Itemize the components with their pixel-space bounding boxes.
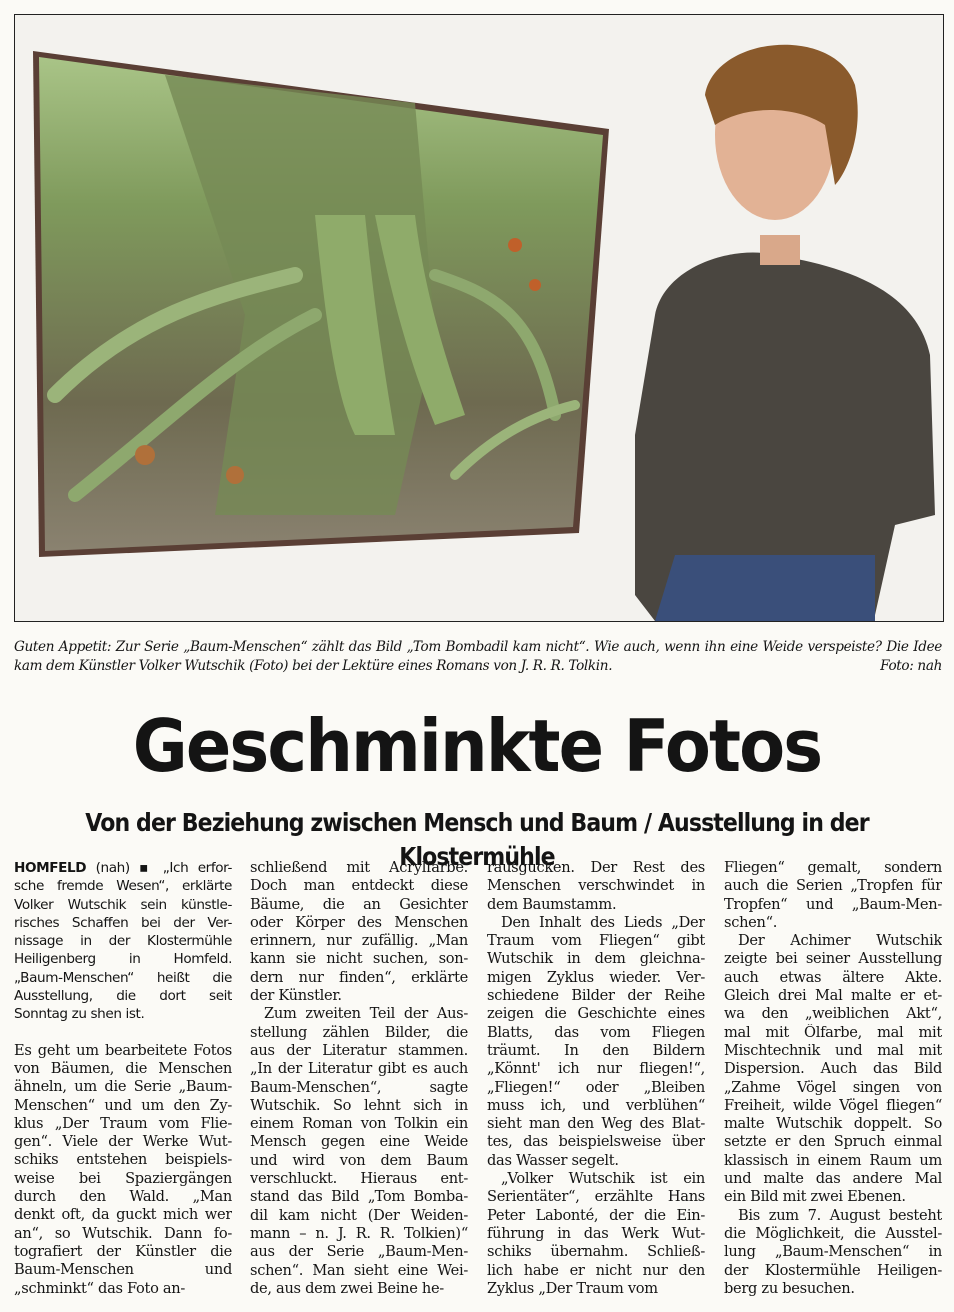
text-line: schiks entstehen beispiels- (14, 1151, 232, 1169)
text-line: erinnern, nur zufällig. „Man (250, 932, 468, 950)
text-line: Mensch gegen eine Weide (250, 1133, 468, 1151)
text-line: zeigen die Geschichte eines (487, 1005, 705, 1023)
text-line: stellung zählen Bilder, die (250, 1023, 468, 1041)
text-line: setzte er den Spruch einmal (724, 1133, 942, 1151)
text-line: tografiert der Künstler die (14, 1242, 232, 1260)
article-paragraph (250, 859, 468, 1005)
text-line: mal mit Ölfarbe, mal mit (724, 1023, 942, 1041)
text-line: Baum-Menschen“, sagte (250, 1078, 468, 1096)
text-line: Den Inhalt des Lieds „Der (501, 913, 705, 931)
text-line: und wird von dem Baum (250, 1151, 468, 1169)
article-paragraph (724, 1207, 942, 1298)
text-line: rausgucken. Der Rest des (487, 859, 705, 876)
article-paragraph (487, 1170, 705, 1298)
article-column-1 (14, 859, 232, 1298)
article-paragraph (487, 859, 705, 914)
text-line: tes, das beispielsweise über (487, 1133, 705, 1151)
painting (33, 51, 609, 557)
text-line: malte Wutschik doppelt. So (724, 1115, 942, 1133)
photo-credit: Foto: nah (880, 658, 942, 674)
text-line: dem Baumstamm. (487, 895, 617, 913)
text-line: risches Schaffen bei der Ver- (14, 914, 232, 931)
text-line: Freiheit, wilde Vögel fliegen“ (724, 1096, 942, 1114)
text-line: sieht man den Weg des Blat- (487, 1115, 705, 1133)
text-line: Tropfen“ und „Baum-Men- (724, 895, 942, 913)
text-line: schen“. Man sieht eine Wei- (250, 1261, 468, 1279)
text-line: Doch man entdeckt diese (250, 877, 468, 895)
text-line: Baum-Menschen und (14, 1261, 232, 1279)
text-line: an“, so Wutschik. Dann fo- (14, 1224, 232, 1242)
text-line: aus der Serie „Baum-Men- (250, 1243, 468, 1261)
article-column-3 (487, 859, 705, 1298)
text-line: durch den Wald. „Man (14, 1188, 232, 1206)
text-line: Sonntag zu shen ist. (14, 1006, 145, 1023)
text-line: auch die Serien „Tropfen für (724, 877, 942, 895)
text-line: migen Zyklus wieder. Ver- (487, 968, 705, 986)
text-line: „schminkt“ das Foto an- (14, 1279, 186, 1297)
photo-caption (14, 638, 942, 676)
text-line: Gleich drei Mal malte er et- (724, 987, 942, 1005)
text-line: schiedene Bilder der Reihe (487, 987, 705, 1005)
text-line: lung „Baum-Menschen“ in (724, 1243, 942, 1261)
text-line: verschluckt. Hieraus ent- (250, 1170, 468, 1188)
text-line: „In der Literatur gibt es auch (250, 1060, 468, 1078)
text-line: Der Achimer Wutschik (738, 932, 942, 950)
text-line: träumt. In den Bildern (487, 1041, 705, 1059)
text-line: schiks übernahm. Schließ- (487, 1243, 705, 1261)
text-line: Menschen verschwindet in (487, 877, 705, 895)
text-line: „Könnt' ich nur fliegen!“, (487, 1060, 705, 1078)
text-line: wa den „weiblichen Akt“, (724, 1005, 942, 1023)
text-line: Zyklus „Der Traum vom (487, 1279, 658, 1297)
text-line: dern nur finden“, erklärte (250, 968, 468, 986)
text-line: gen“. Viele der Werke Wut- (14, 1133, 232, 1151)
text-line: Heiligenberg in Homfeld. (14, 951, 232, 968)
subheadline: Von der Beziehung zwischen Mensch und Baum / Ausstellung in der Klostermühle (85, 808, 869, 871)
photo-illustration (15, 15, 943, 621)
text-line: nissage in der Klostermühle (14, 933, 232, 950)
text-line: denkt oft, da guckt mich wer (14, 1206, 232, 1224)
text-line: Blatts, das vom Fliegen (487, 1023, 705, 1041)
text-line: Bis zum 7. August besteht (738, 1206, 942, 1224)
text-line: berg zu besuchen. (724, 1279, 855, 1297)
text-line: Fliegen“ gemalt, sondern (724, 859, 942, 876)
text-line: von Bäumen, die Menschen (14, 1059, 232, 1077)
text-line: ähneln, um die Serie „Baum- (14, 1078, 232, 1096)
article-paragraph (724, 932, 942, 1206)
text-line: zeigte bei seiner Ausstellung (724, 950, 942, 968)
text-line: einem Roman von Tolkin ein (250, 1115, 468, 1133)
caption-text: Guten Appetit: Zur Serie „Baum-Menschen“ zählt das Bild „Tom Bombadil kam nicht“. Wie auch, wenn ihn eine Weide verspeiste? Die Idee kam dem Künstler Volker Wutschik (Foto) bei der Lektüre eines Romans von J. R. R. Tolkin. (14, 639, 942, 674)
text-line: Zum zweiten Teil der Aus- (264, 1005, 468, 1023)
text-line: Wutschik in dem gleichna- (487, 950, 705, 968)
text-line: der Künstler. (250, 987, 342, 1005)
article-paragraph (14, 859, 232, 1024)
article-paragraph (487, 914, 705, 1170)
text-line: weise bei Spaziergängen (14, 1169, 232, 1187)
text-line: „Volker Wutschik ist ein (501, 1170, 705, 1188)
text-line: auch etwas ältere Akte. (724, 968, 942, 986)
article-column-4 (724, 859, 942, 1298)
dateline: HOMFELD (14, 860, 87, 876)
article-paragraph (724, 859, 942, 932)
text-line: der Klostermühle Heiligen- (724, 1261, 942, 1279)
article-photo (14, 14, 944, 622)
text-line: sche fremde Wesen“, erklärte (14, 878, 232, 895)
text-line: kann sie nicht suchen, son- (250, 950, 468, 968)
text-line: führung in das Werk Wut- (487, 1224, 705, 1242)
text-line: Dispersion. Auch das Bild (724, 1060, 942, 1078)
text-line: das Wasser segelt. (487, 1151, 619, 1169)
text-line: „Fliegen!“ oder „Bleiben (487, 1078, 705, 1096)
headline: Geschminkte Fotos (132, 704, 822, 788)
article-paragraph (250, 1005, 468, 1298)
text-line: HOMFELD (nah) ▪ „Ich erfor- (14, 860, 232, 876)
text-line: ein Bild mit zwei Ebenen. (724, 1188, 906, 1206)
text-line: klassisch in einem Raum um (724, 1151, 942, 1169)
text-line: schließend mit Acrylfarbe. (250, 859, 468, 876)
text-line: „Zahme Vögel singen von (724, 1078, 942, 1096)
text-line: Es geht um bearbeitete Fotos (14, 1041, 232, 1059)
text-line: und malte das andere Mal (724, 1170, 942, 1188)
text-line: stand das Bild „Tom Bomba- (250, 1188, 468, 1206)
text-line: Serientäter“, erzählte Hans (487, 1188, 705, 1206)
text-line: schen“. (724, 913, 778, 931)
text-line: muss ich, und verblühen“ (487, 1096, 705, 1114)
text-line: „Baum-Menschen“ heißt die (14, 969, 232, 986)
text-line: aus der Literatur stammen. (250, 1041, 468, 1059)
text-line: de, aus dem zwei Beine he- (250, 1279, 444, 1297)
text-line: dil kam nicht (Der Weiden- (250, 1206, 468, 1224)
text-line: klus „Der Traum vom Flie- (14, 1114, 232, 1132)
text-line: Peter Labonté, der die Ein- (487, 1206, 705, 1224)
text-line: mann – n. J. R. R. Tolkien)“ (250, 1224, 468, 1242)
text-line: die Möglichkeit, die Ausstel- (724, 1224, 942, 1242)
text-line: Ausstellung, die dort seit (14, 988, 232, 1005)
text-line: oder Körper des Menschen (250, 913, 468, 931)
text-line: Volker Wutschik sein künstle- (14, 896, 232, 913)
text-line: Menschen“ und um den Zy- (14, 1096, 232, 1114)
text-line: lich habe er nicht nur den (487, 1261, 705, 1279)
text-line: Traum vom Fliegen“ gibt (487, 932, 705, 950)
article-column-2 (250, 859, 468, 1298)
text-line: Wutschik. So lehnt sich in (250, 1096, 468, 1114)
text-line: Bäume, die an Gesichter (250, 895, 468, 913)
text-line: Mischtechnik und mal mit (724, 1041, 942, 1059)
article-paragraph (14, 1042, 232, 1298)
